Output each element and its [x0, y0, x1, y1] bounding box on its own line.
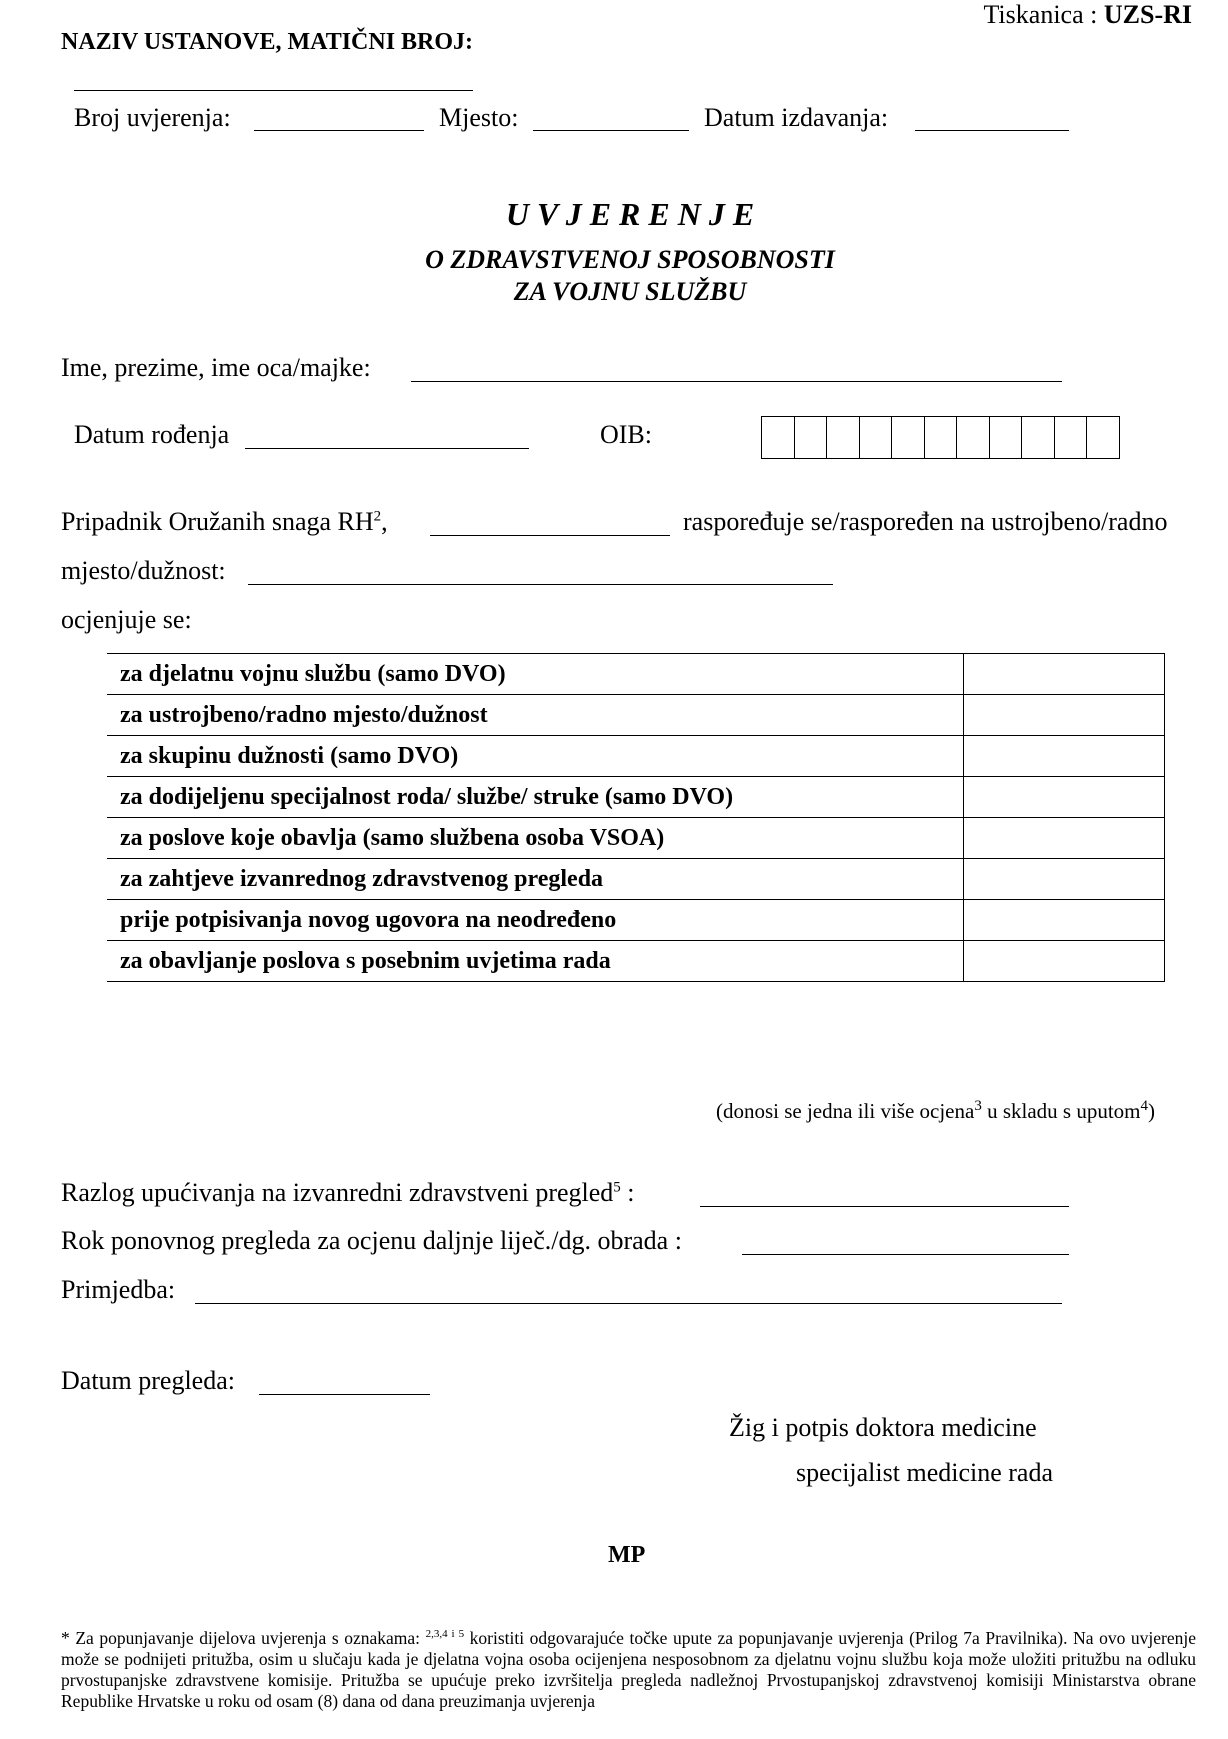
name-field[interactable]	[411, 381, 1062, 382]
document-title: U V J E R E N J E	[505, 196, 755, 232]
footer-refs: 2,3,4 i 5	[425, 1628, 465, 1641]
note-footnote-ref: 3	[974, 1098, 982, 1114]
form-label: Tiskanica :	[983, 0, 1104, 29]
issue-date-field[interactable]	[915, 130, 1069, 131]
assessment-box[interactable]	[964, 654, 1165, 695]
assessment-label: za obavljanje poslova s posebnim uvjetima rada	[107, 941, 964, 982]
oib-digit-box[interactable]	[860, 416, 893, 459]
reason-field[interactable]	[700, 1206, 1069, 1207]
remark-label: Primjedba:	[61, 1275, 176, 1304]
note-text: )	[1148, 1099, 1155, 1123]
oib-digit-box[interactable]	[795, 416, 828, 459]
position-label: mjesto/dužnost:	[61, 556, 226, 585]
signature-label-2: specijalist medicine rada	[796, 1458, 1054, 1487]
assessment-label: za ustrojbeno/radno mjesto/dužnost	[107, 695, 964, 736]
position-field[interactable]	[248, 584, 833, 585]
table-row	[107, 900, 1165, 941]
remark-field[interactable]	[195, 1303, 1062, 1304]
assessment-box[interactable]	[964, 900, 1165, 941]
table-row	[107, 654, 1165, 695]
birth-date-field[interactable]	[245, 448, 529, 449]
note-text: (donosi se jedna ili više ocjena	[715, 1099, 975, 1123]
document-subtitle-1: O ZDRAVSTVENOJ SPOSOBNOSTI	[425, 245, 835, 274]
note-footnote-ref: 4	[1140, 1098, 1148, 1114]
member-field[interactable]	[430, 535, 670, 536]
reason-colon: :	[620, 1178, 635, 1207]
table-row	[107, 941, 1165, 982]
assigned-label: raspoređuje se/raspoređen na ustrojbeno/radno	[683, 507, 1168, 536]
exam-date-label: Datum pregleda:	[61, 1366, 235, 1395]
oib-digit-box[interactable]	[762, 416, 795, 459]
oib-label: OIB:	[600, 420, 652, 449]
birth-date-label: Datum rođenja	[74, 420, 230, 449]
name-label: Ime, prezime, ime oca/majke:	[61, 353, 371, 382]
assessment-label: za dodijeljenu specijalnost roda/ službe/ struke (samo DVO)	[107, 777, 964, 818]
place-field[interactable]	[533, 130, 689, 131]
recheck-field[interactable]	[742, 1254, 1069, 1255]
issue-date-label: Datum izdavanja:	[704, 103, 889, 132]
assessment-label: za djelatnu vojnu službu (samo DVO)	[107, 654, 964, 695]
assessment-box[interactable]	[964, 736, 1165, 777]
member-footnote-ref: 2	[373, 508, 382, 525]
stamp-label: MP	[608, 1542, 646, 1568]
footer-text: * Za popunjavanje dijelova uvjerenja s oznakama:	[61, 1628, 426, 1648]
oib-digit-box[interactable]	[957, 416, 990, 459]
assessment-label: za zahtjeve izvanrednog zdravstvenog pregleda	[107, 859, 964, 900]
oib-digit-box[interactable]	[1022, 416, 1055, 459]
assessment-box[interactable]	[964, 695, 1165, 736]
assessment-box[interactable]	[964, 859, 1165, 900]
member-comma: ,	[381, 507, 388, 536]
recheck-label: Rok ponovnog pregleda za ocjenu daljnje liječ./dg. obrada :	[61, 1226, 682, 1255]
table-row	[107, 736, 1165, 777]
member-label	[61, 507, 388, 537]
oib-digit-box[interactable]	[925, 416, 958, 459]
table-row	[107, 859, 1165, 900]
oib-digit-box[interactable]	[990, 416, 1023, 459]
assessment-label: za skupinu dužnosti (samo DVO)	[107, 736, 964, 777]
assessment-table	[107, 653, 1165, 982]
form-code: UZS-RI	[1103, 0, 1192, 29]
reason-text: Razlog upućivanja na izvanredni zdravstveni pregled	[61, 1178, 614, 1207]
assessment-label: prije potpisivanja novog ugovora na neodređeno	[107, 900, 964, 941]
assessment-box[interactable]	[964, 941, 1165, 982]
form-code-label	[983, 0, 1192, 30]
oib-digit-box[interactable]	[827, 416, 860, 459]
reason-footnote-ref: 5	[613, 1179, 621, 1196]
oib-digit-box[interactable]	[1087, 416, 1120, 459]
table-row	[107, 695, 1165, 736]
document-subtitle-2: ZA VOJNU SLUŽBU	[513, 277, 747, 306]
member-text: Pripadnik Oružanih snaga RH	[61, 507, 374, 536]
place-label: Mjesto:	[439, 103, 519, 132]
certificate-number-field[interactable]	[254, 130, 424, 131]
institution-field[interactable]	[74, 90, 473, 91]
oib-digit-box[interactable]	[1055, 416, 1088, 459]
reason-label	[61, 1178, 635, 1208]
note-text: u skladu s uputom	[981, 1099, 1141, 1123]
exam-date-field[interactable]	[259, 1394, 430, 1395]
assessment-box[interactable]	[964, 818, 1165, 859]
assessment-label: za poslove koje obavlja (samo službena osoba VSOA)	[107, 818, 964, 859]
signature-label-1: Žig i potpis doktora medicine	[729, 1413, 1037, 1442]
institution-label: NAZIV USTANOVE, MATIČNI BROJ:	[61, 29, 474, 55]
oib-digit-box[interactable]	[892, 416, 925, 459]
assessment-note	[716, 1096, 1155, 1126]
table-row	[107, 818, 1165, 859]
footer-note	[61, 1628, 1196, 1712]
footer-text: koristiti odgovarajuće točke upute za popunjavanje uvjerenja (Prilog 7a Pravilnika). Na ovo uvjerenje može se podnijeti pritužba, osim u slučaju kada je djelatna vojna osoba ocijenjena nesposobnom za djelatnu vojnu službu koja može uložiti pritužbu na odluku prvostupanjske zdravstvene komisije. Pritužba se upućuje preko izvršitelja pregleda nadležnoj Prvostupanjskoj zdravstvenoj komisiji Ministarstva obrane Republike Hrvatske u roku od osam (8) dana od dana preuzimanja uvjerenja	[61, 1628, 1197, 1711]
assessment-box[interactable]	[964, 777, 1165, 818]
table-row	[107, 777, 1165, 818]
oib-field[interactable]	[761, 416, 1120, 459]
assessed-label: ocjenjuje se:	[61, 605, 192, 634]
certificate-number-label: Broj uvjerenja:	[74, 103, 231, 132]
